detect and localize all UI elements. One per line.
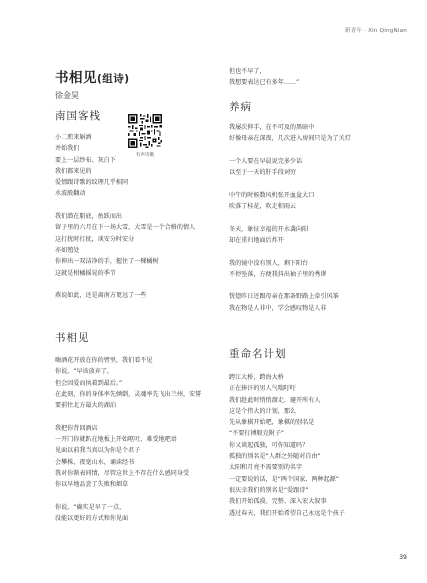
poem-line: 嗨酒花开放在你的臂里，我们看不见 <box>55 357 153 364</box>
title-block <box>55 66 130 101</box>
stanza-break <box>229 145 351 156</box>
poem-line: 我想要表达已有多年……” <box>229 79 300 87</box>
poem-line: 燕说如此，还是离南方更远了一些 <box>55 292 147 300</box>
title-sub: (组诗) <box>97 73 130 85</box>
poem-line: 见面以前我当真以为你是个君子 <box>55 447 141 455</box>
poem-line: 要前往北方最大的湖泊 <box>55 402 116 410</box>
poem-line: 我的镜中没有别人，剩下阳台 <box>229 259 309 267</box>
poem-line: 中午的时候数风机张开血盆大口 <box>229 191 315 199</box>
poem-line: 一开门你就趴在地板上开始呕吐，难受地吧语 <box>55 436 177 444</box>
poem-line: 要上一层纱布、灰白下 <box>55 156 116 164</box>
poem-line: 并始我们 <box>55 145 80 153</box>
title-main: 书相见 <box>55 70 97 86</box>
poem-line: 但会因爱而执着到最后。” <box>55 379 123 387</box>
poem-line: 跨江大桥，跨海大桥 <box>229 374 284 381</box>
poem-line: 我在物是人非中，学会感叹物是人非 <box>229 304 327 312</box>
stanza-break <box>55 411 201 422</box>
poem-continuation <box>229 66 299 89</box>
stanza-break <box>229 178 351 189</box>
poem-line: 爱情跟诗歌的纹理几乎相同 <box>55 179 129 187</box>
poem-line: 孤独的别名是“人群之外随对自由” <box>229 453 321 461</box>
poem-line: 小二煎来斛酒 <box>55 134 92 141</box>
poem-heading-shu-xiangjian: 书相见 <box>55 332 90 344</box>
poem-line: 我对你渐表同情，尽管这世上不存在什么感同身受 <box>55 469 190 477</box>
poem-line: 亦如殖处 <box>55 246 80 254</box>
poem-line: 不停坠落，方便我抖出袖子里的秀谬 <box>229 270 327 278</box>
poem-line: 很庆幸我们的别名是“爱跟诗” <box>229 486 309 494</box>
poem-line: 这是个伟大的计划，那么 <box>229 407 297 415</box>
page-number: 39 <box>399 554 407 561</box>
poem-line: 你说，“确实是早了一点， <box>55 503 126 511</box>
poem-line: 以至于一天的肝手段词穷 <box>229 169 297 177</box>
poem-line: 但也不早了， <box>229 68 266 75</box>
poem-line: 太阳和月亮不需要别的名字 <box>229 464 303 472</box>
poem-body-shu-xiangjian <box>55 355 201 524</box>
page-header: 新青年 · Xin QingNian <box>344 28 407 34</box>
stanza-break <box>55 200 195 211</box>
author-name: 徐金昊 <box>55 91 79 100</box>
poem-line: 先从象棋开始吧，象棋的别名是 <box>229 419 315 427</box>
stanza-break <box>229 246 351 257</box>
poem-line: 会攀株，夜宽山水，诵读经书 <box>55 458 135 466</box>
poem-line: 我们开始孤漠、完整、深入宏大叙事 <box>229 498 327 506</box>
poem-line: 我们趁此时悄悄溜走，避开所有人 <box>229 396 321 404</box>
poem-line: 你伸出一双洁净的手，握住了一棵橘树 <box>55 258 159 266</box>
poem-heading-chongmingming-jihua: 重命名计划 <box>229 348 287 360</box>
poem-line: 正在捧汗的男人气喘吁吁 <box>229 385 297 393</box>
poem-line: 我屡次伸手，在不可及的黑暗中 <box>229 124 315 131</box>
poem-line: 你说，“早该放弃了， <box>55 368 114 376</box>
poem-line: 透过春天，我们开始希望自己永远是个孩子 <box>229 509 345 517</box>
stanza-break <box>55 491 201 502</box>
poem-line: 没能以更好的方式和你见面 <box>55 515 129 523</box>
poem-collection-title <box>55 66 130 86</box>
poem-body-nanguo-kezhan <box>55 132 195 301</box>
poem-line: 冬天，象征幸福的开水袭向阳 <box>229 225 309 233</box>
poem-line: 吹落了桂花，吹走积雨云 <box>229 203 297 211</box>
poem-line: 我们潜在船底，鱼跃而出 <box>55 213 123 221</box>
qr-caption: 有声诗歌 <box>135 153 155 158</box>
stanza-break <box>229 280 351 291</box>
poem-line: 却在重归地面后炸开 <box>229 236 284 244</box>
poem-body-yangbing <box>229 122 351 314</box>
poem-line: 在此刻，你的身体率先倾倒，灵魂率先飞出兰州，安誓 <box>55 390 202 398</box>
stanza-break <box>229 212 351 223</box>
poem-line: 好像母亲在深夜，几次进入房间只是为了关灯 <box>229 135 351 143</box>
poem-body-chongmingming-jihua <box>229 372 345 519</box>
poem-line: 留子里的六月在下一场大雪，大雪是一个合格的情人 <box>55 224 196 232</box>
poem-line: “不要打搏般克附子” <box>229 430 285 438</box>
poem-line: 你又谈起孤独，可你知道吗？ <box>229 441 309 449</box>
stanza-break <box>55 279 195 290</box>
poem-line: 水波般翻动 <box>55 190 86 198</box>
poem-heading-nanguo-kezhan: 南国客栈 <box>55 110 101 122</box>
poem-heading-yangbing: 养病 <box>229 101 252 113</box>
poem-line: 我们都来见的 <box>55 167 92 175</box>
poem-line: 这打扰时打扰，谈安分时安分 <box>55 235 135 243</box>
poem-line: 我把你背回酒店 <box>55 424 98 432</box>
poem-line: 这就是柑橘摇晃的季节 <box>55 269 116 277</box>
poem-line: 你以早地品尝了失败和烟草 <box>55 481 129 489</box>
poem-line: 一定要说的话，是“两个国家，两种起源” <box>229 475 339 483</box>
poem-line: 恍惚昨日还跟母亲在那条野路上牵引风筝 <box>229 293 339 301</box>
poem-line: 一个人要在早晨说完多少话 <box>229 157 303 165</box>
